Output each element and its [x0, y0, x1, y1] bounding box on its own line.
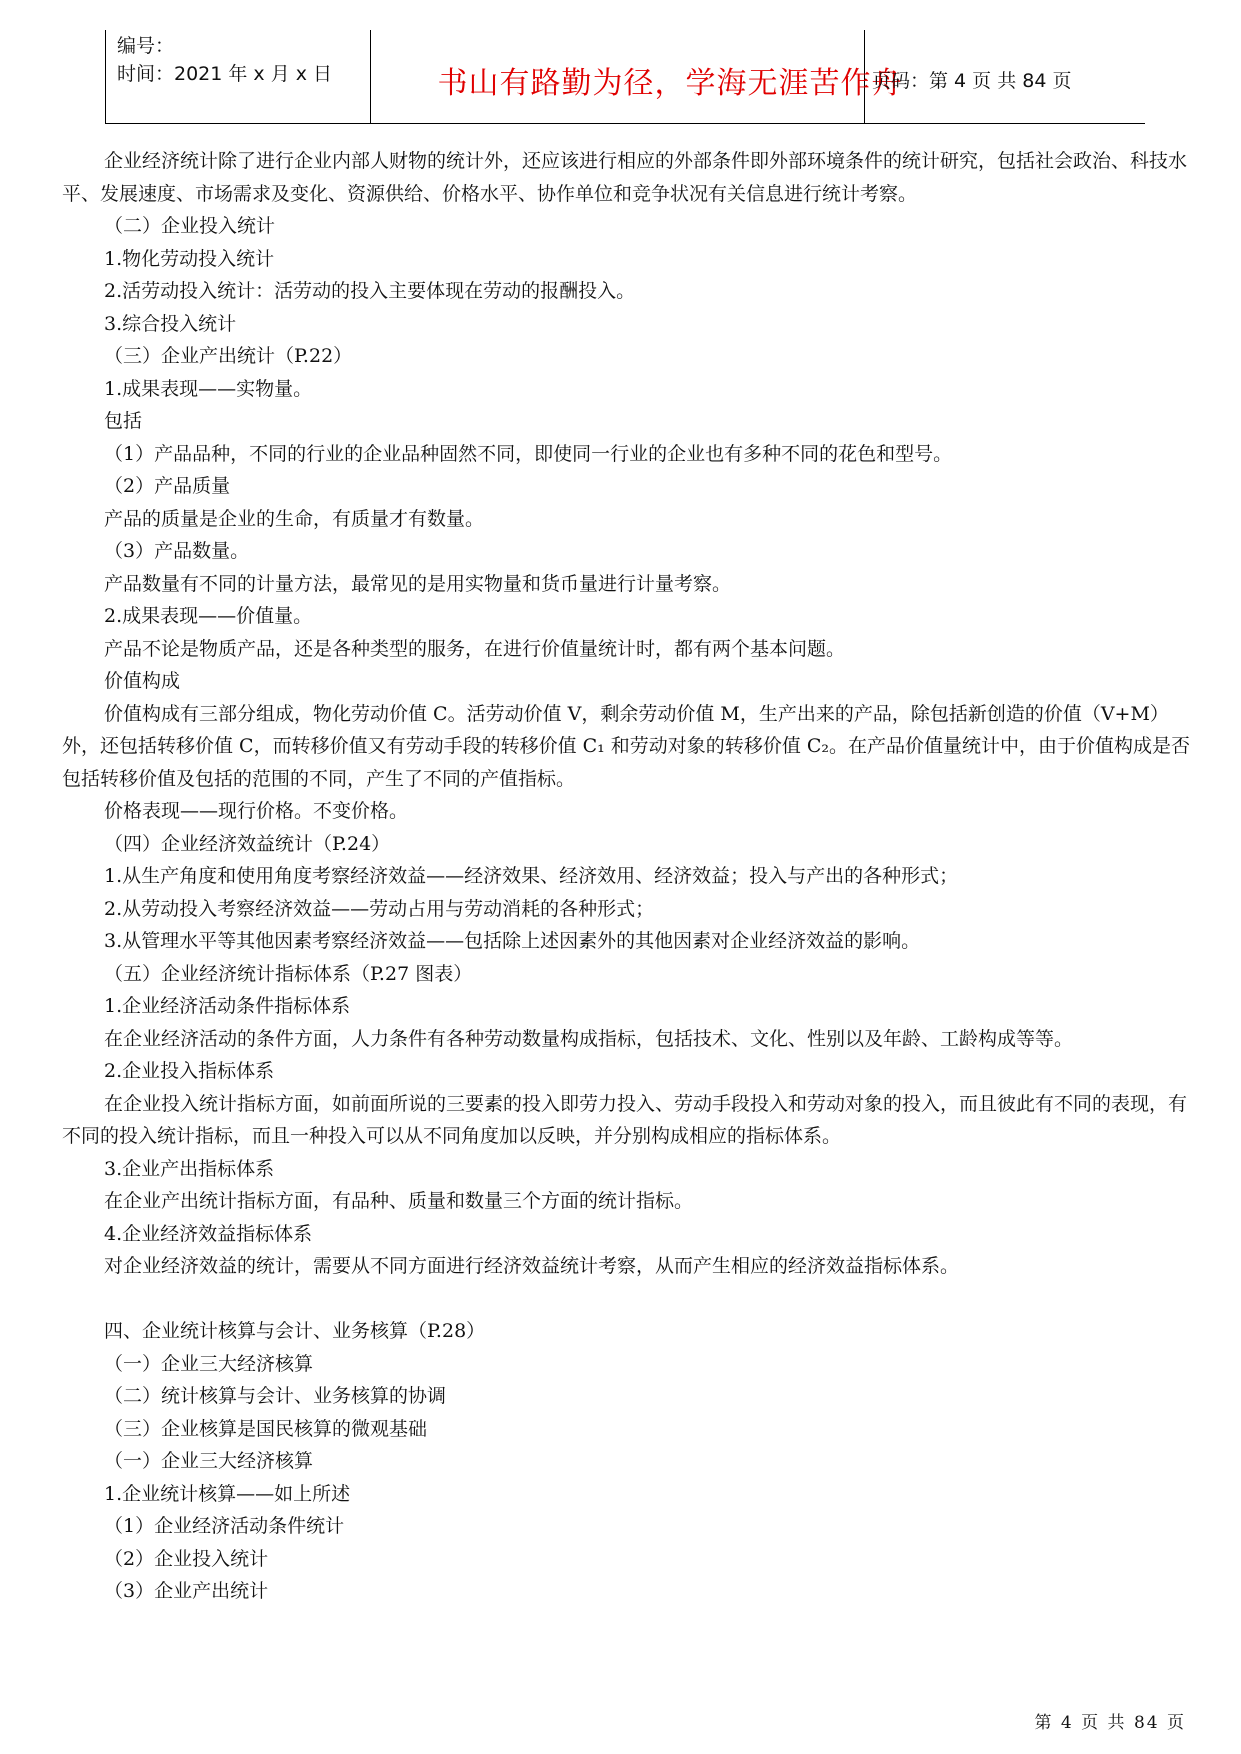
paragraph: 2.企业投入指标体系 — [104, 1060, 275, 1082]
header-page-number: 页码：第 4 页 共 84 页 — [872, 70, 1072, 92]
paragraph: 2.活劳动投入统计：活劳动的投入主要体现在劳动的报酬投入。 — [104, 280, 636, 302]
paragraph: 3.综合投入统计 — [104, 312, 237, 335]
paragraph: 对企业经济效益的统计，需要从不同方面进行经济效益统计考察，从而产生相应的经济效益指标体系。 — [104, 1255, 960, 1277]
header-meta — [117, 32, 332, 88]
paragraph: 四、企业统计核算与会计、业务核算（P.28） — [104, 1320, 486, 1342]
paragraph: （二）企业投入统计 — [104, 215, 276, 237]
paragraph: 价值构成有三部分组成，物化劳动价值 C。活劳动价值 V，剩余劳动价值 M，生产出来的产品，除包括新创造的价值（V+M）外，还包括转移价值 C，而转移价值又有劳动手段的转移价值 C₁ 和劳动对象的转移价值 C₂。在产品价值量统计中，由于价值构成是否包括转移价值及包括的范围的不同，产生了不同的产值指标。 — [62, 702, 1191, 790]
paragraph: 在企业投入统计指标方面，如前面所说的三要素的投入即劳力投入、劳动手段投入和劳动对象的投入，而且彼此有不同的表现，有不同的投入统计指标，而且一种投入可以从不同角度加以反映，并分别构成相应的指标体系。 — [62, 1092, 1188, 1147]
paragraph: （一）企业三大经济核算 — [104, 1352, 314, 1375]
paragraph: 1.企业统计核算——如上所述 — [104, 1482, 351, 1505]
header-motto: 书山有路勤为径，学海无涯苦作舟 — [437, 66, 903, 101]
paragraph: 产品不论是物质产品，还是各种类型的服务，在进行价值量统计时，都有两个基本问题。 — [104, 637, 846, 660]
paragraph: 3.从管理水平等其他因素考察经济效益——包括除上述因素外的其他因素对企业经济效益的影响。 — [104, 930, 921, 952]
paragraph: （三）企业产出统计（P.22） — [104, 345, 353, 367]
page-header — [105, 30, 1145, 124]
paragraph: （1）产品品种，不同的行业的企业品种固然不同，即使同一行业的企业也有多种不同的花色和型号。 — [104, 442, 953, 465]
paragraph: 1.企业经济活动条件指标体系 — [104, 995, 351, 1017]
paragraph: （3）企业产出统计 — [104, 1580, 269, 1602]
paragraph: 产品数量有不同的计量方法，最常见的是用实物量和货币量进行计量考察。 — [104, 572, 732, 595]
paragraph: （2）产品质量 — [104, 475, 231, 497]
paragraph: （二）统计核算与会计、业务核算的协调 — [104, 1385, 447, 1407]
paragraph: 1.成果表现——实物量。 — [104, 377, 313, 400]
paragraph: 企业经济统计除了进行企业内部人财物的统计外，还应该进行相应的外部条件即外部环境条件的统计研究，包括社会政治、科技水平、发展速度、市场需求及变化、资源供给、价格水平、协作单位和竞争状况有关信息进行统计考察。 — [62, 150, 1188, 205]
paragraph: 2.从劳动投入考察经济效益——劳动占用与劳动消耗的各种形式； — [104, 897, 655, 920]
header-divider — [105, 30, 106, 124]
paragraph: （四）企业经济效益统计（P.24） — [104, 832, 391, 855]
paragraph: （五）企业经济统计指标体系（P.27 图表） — [104, 962, 473, 985]
paragraph: 包括 — [104, 410, 143, 432]
paragraph: （3）产品数量。 — [104, 540, 250, 562]
document-body — [62, 145, 1192, 1608]
document-time-label: 时间：2021 年 x 月 x 日 — [117, 63, 333, 85]
paragraph: 在企业产出统计指标方面，有品种、质量和数量三个方面的统计指标。 — [104, 1190, 694, 1212]
paragraph: 2.成果表现——价值量。 — [104, 605, 313, 627]
paragraph: （2）企业投入统计 — [104, 1547, 269, 1570]
paragraph: （一）企业三大经济核算 — [104, 1450, 314, 1472]
paragraph: （三）企业核算是国民核算的微观基础 — [104, 1417, 428, 1440]
paragraph: 在企业经济活动的条件方面，人力条件有各种劳动数量构成指标，包括技术、文化、性别以及年龄、工龄构成等等。 — [104, 1027, 1074, 1050]
paragraph: （1）企业经济活动条件统计 — [104, 1515, 345, 1537]
header-rule — [105, 123, 1145, 124]
paragraph: 价值构成 — [104, 670, 181, 692]
blank-line — [62, 1283, 1192, 1316]
paragraph: 4.企业经济效益指标体系 — [104, 1222, 313, 1245]
paragraph: 1.物化劳动投入统计 — [104, 247, 275, 270]
page-footer: 第 4 页 共 84 页 — [1034, 1713, 1186, 1733]
paragraph: 产品的质量是企业的生命，有质量才有数量。 — [104, 507, 485, 530]
paragraph: 价格表现——现行价格。不变价格。 — [104, 800, 409, 822]
paragraph: 1.从生产角度和使用角度考察经济效益——经济效果、经济效用、经济效益；投入与产出的各种形式； — [104, 865, 959, 887]
document-number-label: 编号： — [117, 35, 175, 57]
paragraph: 3.企业产出指标体系 — [104, 1157, 275, 1180]
